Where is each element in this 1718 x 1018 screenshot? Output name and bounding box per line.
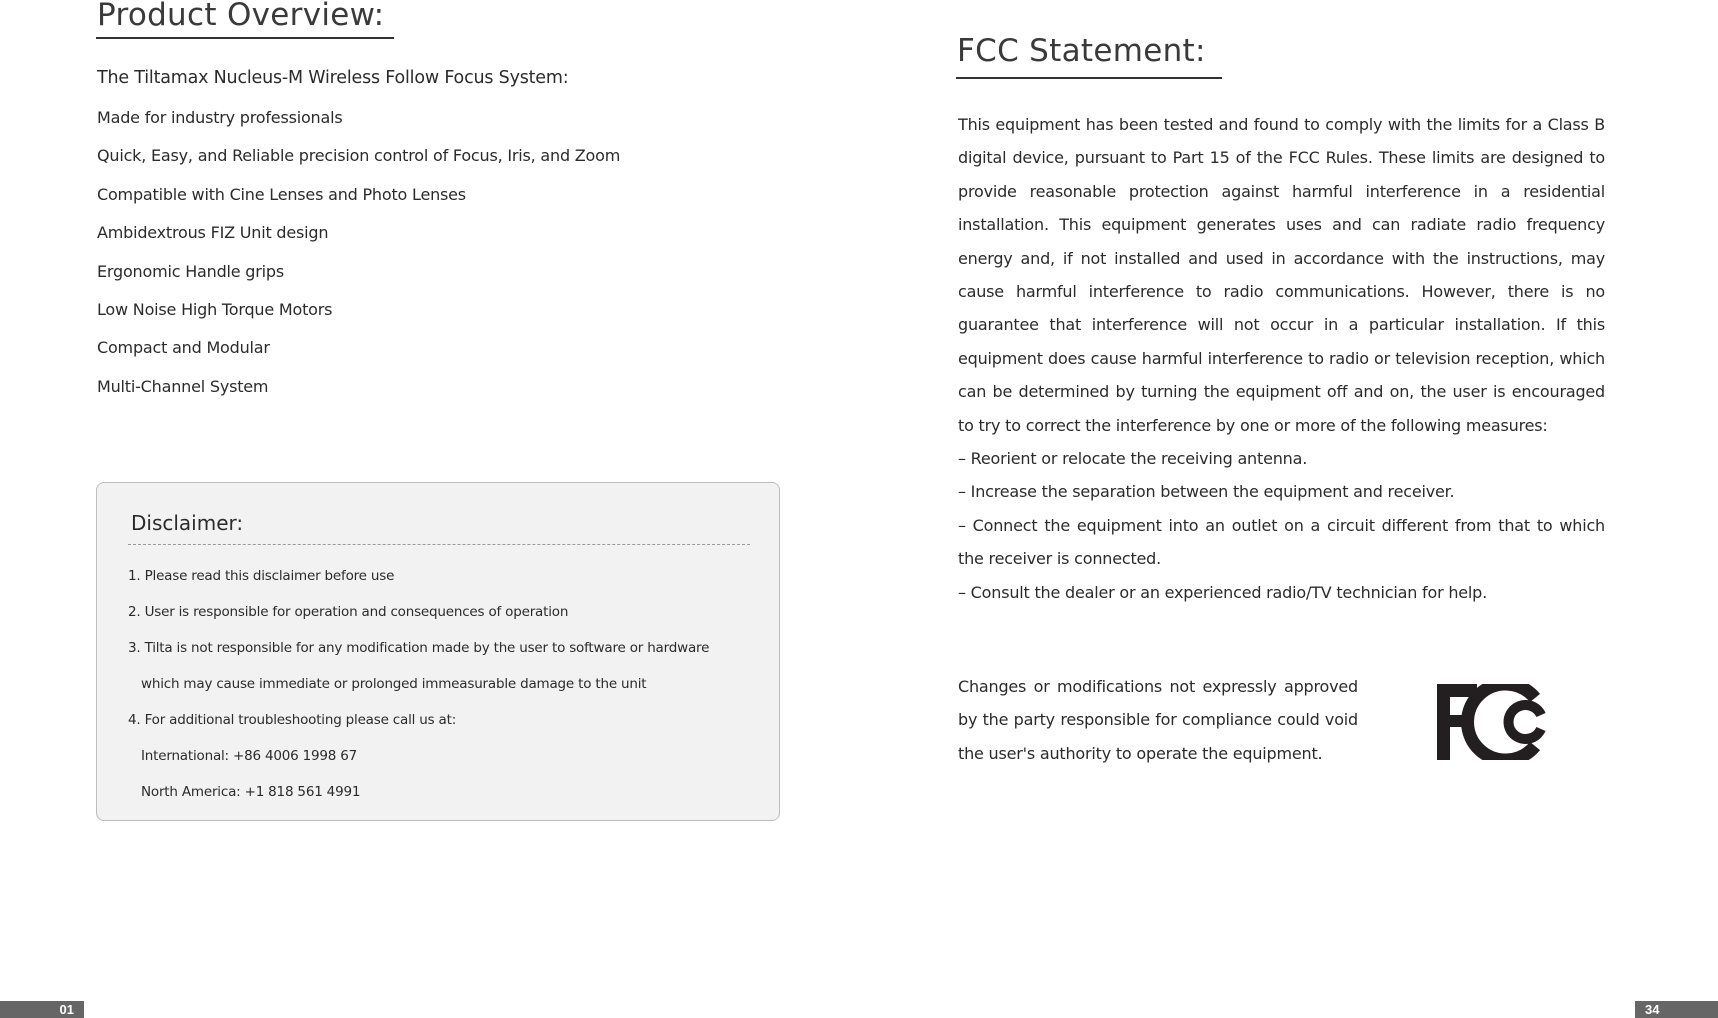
product-overview-underline bbox=[96, 37, 394, 39]
right-page bbox=[859, 0, 1718, 1018]
phone-north-america: North America: +1 818 561 4991 bbox=[141, 784, 361, 800]
page-number-left: 01 bbox=[0, 1001, 84, 1018]
disclaimer-line: which may cause immediate or prolonged immeasurable damage to the unit bbox=[141, 676, 647, 692]
feature-item: Quick, Easy, and Reliable precision control of Focus, Iris, and Zoom bbox=[97, 146, 621, 166]
page-number-right: 34 bbox=[1635, 1001, 1718, 1018]
feature-item: Low Noise High Torque Motors bbox=[97, 299, 333, 319]
feature-item: Ambidextrous FIZ Unit design bbox=[97, 223, 329, 243]
disclaimer-title: Disclaimer: bbox=[131, 511, 244, 535]
fcc-changes-note: Changes or modifications not expressly approved by the party responsible for compliance could void the user's authority to operate the equipment. bbox=[958, 677, 1358, 763]
feature-item: Compact and Modular bbox=[97, 338, 270, 358]
fcc-statement-underline bbox=[956, 77, 1222, 79]
fcc-statement-title: FCC Statement: bbox=[957, 33, 1206, 69]
disclaimer-line: 2. User is responsible for operation and consequences of operation bbox=[128, 604, 569, 620]
disclaimer-line: 1. Please read this disclaimer before use bbox=[128, 568, 395, 584]
product-overview-title: Product Overview: bbox=[97, 0, 385, 33]
disclaimer-divider bbox=[128, 544, 750, 545]
feature-item: Made for industry professionals bbox=[97, 108, 343, 127]
fcc-measure: – Consult the dealer or an experienced radio/TV technician for help. bbox=[958, 582, 1488, 602]
fcc-measure: – Increase the separation between the equipment and receiver. bbox=[958, 482, 1455, 502]
fcc-logo-icon bbox=[1437, 684, 1547, 760]
fcc-body bbox=[958, 108, 1605, 609]
fcc-paragraph: This equipment has been tested and found to comply with the limits for a Class B digital device, pursuant to Part 15 of the FCC Rules. These limits are designed to provide reasonable protection against harmful interference in a residential installation. This equipment generates uses and can radiate radio frequency energy and, if not installed and used in accordance with the instructions, may cause harmful interference to radio communications. However, there is no guarantee that interference will not occur in a particular installation. If this equipment does cause harmful interference to radio or television reception, which can be determined by turning the equipment off and on, the user is encouraged to try to correct the interference by one or more of the following measures: bbox=[958, 115, 1605, 435]
feature-list bbox=[97, 108, 620, 415]
fcc-measure: – Reorient or relocate the receiving antenna. bbox=[958, 449, 1308, 469]
disclaimer-line: 3. Tilta is not responsible for any modification made by the user to software or hardware bbox=[128, 640, 710, 656]
phone-international: International: +86 4006 1998 67 bbox=[141, 748, 358, 764]
feature-item: Compatible with Cine Lenses and Photo Lenses bbox=[97, 184, 466, 204]
feature-item: Multi-Channel System bbox=[97, 376, 269, 396]
fcc-measure: – Connect the equipment into an outlet on a circuit different from that to which the receiver is connected. bbox=[958, 515, 1605, 569]
product-subtitle: The Tiltamax Nucleus-M Wireless Follow Focus System: bbox=[97, 68, 569, 88]
feature-item: Ergonomic Handle grips bbox=[97, 261, 284, 281]
disclaimer-list bbox=[128, 568, 768, 820]
disclaimer-line: 4. For additional troubleshooting please call us at: bbox=[128, 712, 457, 728]
disclaimer-box bbox=[96, 482, 780, 821]
